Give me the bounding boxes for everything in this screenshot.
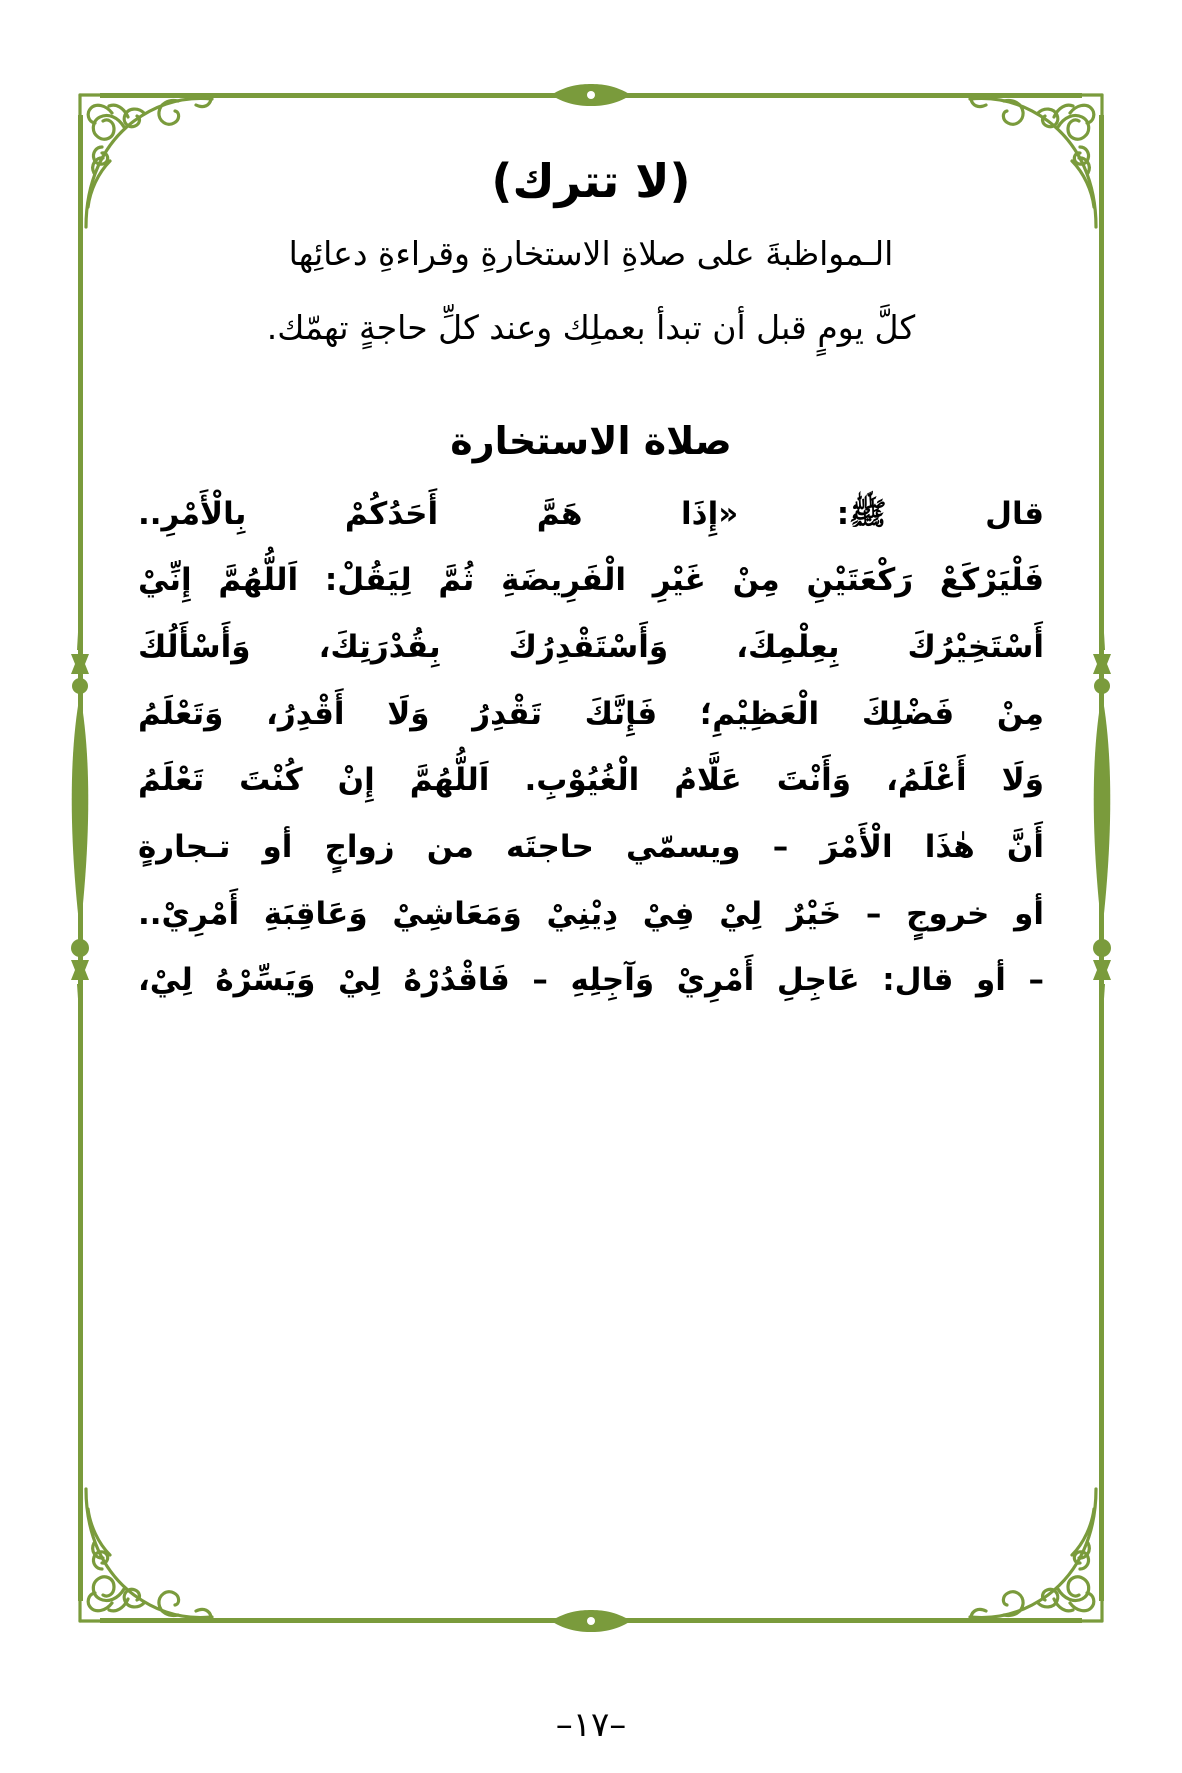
page-title: (لا تترك) — [491, 154, 691, 208]
intro-paragraph-line-2: كلَّ يومٍ قبل أن تبدأ بعملِك وعند كلِّ حاجةٍ تهمّك. — [266, 308, 916, 348]
border-rule-bottom — [100, 1618, 1082, 1623]
intro-paragraph-line-1: الـمواظبةَ على صلاةِ الاستخارةِ وقراءةِ دعائِها — [288, 234, 894, 273]
top-border-ornament-icon — [441, 82, 741, 108]
hadith-line: أو خروجٍ – خَيْرٌ لِيْ فِيْ دِيْنِيْ وَمَعَاشِيْ وَعَاقِبَةِ أَمْرِيْ.. — [138, 895, 1044, 932]
bottom-border-ornament-icon — [441, 1608, 741, 1634]
page-content — [120, 130, 1062, 1570]
hadith-line: فَلْيَرْكَعْ رَكْعَتَيْنِ مِنْ غَيْرِ الْفَرِيضَةِ ثُمَّ لِيَقُلْ: اَللُّهُمَّ إِنِّيْ — [138, 562, 1044, 599]
side-ornament-left-icon — [63, 598, 97, 1028]
section-heading-istikharah: صلاة الاستخارة — [450, 418, 732, 463]
hadith-line: قال ﷺ: «إِذَا هَمَّ أَحَدُكُمْ بِالْأَمْرِ.. — [138, 495, 1044, 532]
border-rule-top — [100, 93, 1082, 98]
hadith-line: أَنَّ هٰذَا الْأَمْرَ – ويسمّي حاجتَه من زواجٍ أو تـجارةٍ — [138, 828, 1044, 865]
hadith-line: أَسْتَخِيْرُكَ بِعِلْمِكَ، وَأَسْتَقْدِرُكَ بِقُدْرَتِكَ، وَأَسْأَلُكَ — [138, 628, 1044, 665]
hadith-line: مِنْ فَضْلِكَ الْعَظِيْمِ؛ فَإِنَّكَ تَقْدِرُ وَلَا أَقْدِرُ، وَتَعْلَمُ — [138, 695, 1044, 732]
hadith-line: وَلَا أَعْلَمُ، وَأَنْتَ عَلَّامُ الْغُيُوْبِ. اَللُّهُمَّ إِنْ كُنْتَ تَعْلَمُ — [138, 762, 1044, 799]
page-number: –١٧– — [555, 1705, 627, 1745]
side-ornament-right-icon — [1085, 598, 1119, 1028]
border-rule-left — [78, 115, 83, 1601]
border-rule-right — [1099, 115, 1104, 1601]
hadith-line: – أو قال: عَاجِلِ أَمْرِيْ وَآجِلِهِ – فَاقْدُرْهُ لِيْ وَيَسِّرْهُ لِيْ، — [138, 962, 1044, 999]
